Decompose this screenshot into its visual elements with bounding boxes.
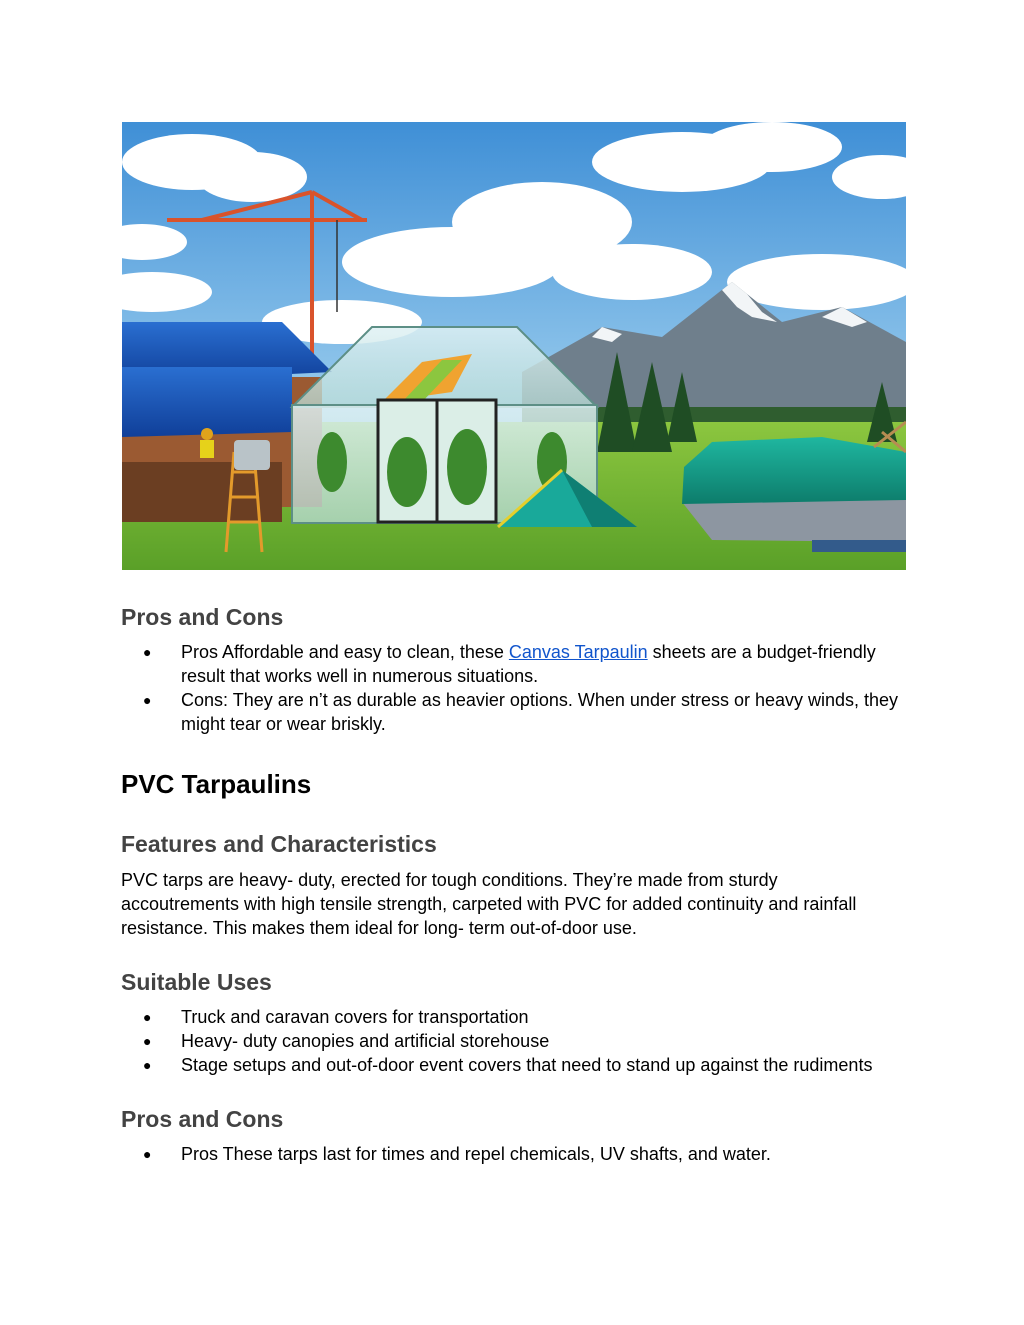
pros-cons-list — [121, 640, 906, 736]
pvc-tarpaulins-title: PVC Tarpaulins — [121, 769, 312, 799]
bullet-icon: ● — [143, 1146, 152, 1162]
canvas-tarpaulin-link[interactable]: Canvas Tarpaulin — [508, 642, 648, 662]
pvc-pros-cons-list — [121, 1142, 906, 1166]
pros-text-prefix: Pros Affordable and easy to clean, these — [181, 642, 509, 662]
list-item — [121, 1029, 906, 1053]
tarpaulin-collage-illustration — [122, 122, 906, 570]
list-item — [121, 1005, 906, 1029]
hero-image — [122, 122, 906, 570]
bullet-icon: ● — [143, 1057, 152, 1073]
pvc-pros-text: Pros These tarps last for times and repel chemicals, UV shafts, and water. — [181, 1144, 771, 1164]
bullet-icon: ● — [143, 644, 152, 660]
suitable-uses-list — [121, 1005, 906, 1077]
use-item-text: Heavy- duty canopies and artificial storehouse — [181, 1031, 550, 1051]
cons-text: Cons: They are n’t as durable as heavier options. When under stress or heavy winds, they might tear or wear briskly. — [181, 690, 899, 734]
list-item — [121, 1053, 906, 1077]
use-item-text: Truck and caravan covers for transportation — [181, 1007, 529, 1027]
list-item — [121, 688, 906, 736]
bullet-icon: ● — [143, 692, 152, 708]
pvc-pros-cons-heading: Pros and Cons — [121, 1106, 284, 1132]
pros-text-suffix: sheets are a budget-friendly result that works well in numerous situations. — [181, 642, 876, 686]
features-paragraph: PVC tarps are heavy- duty, erected for tough conditions. They’re made from sturdy accoutrements with high tensile strength, carpeted with PVC for added continuity and rainfall resistance. This makes them ideal for long- term out-of-door use. — [121, 870, 857, 938]
bullet-icon: ● — [143, 1009, 152, 1025]
list-item — [121, 1142, 906, 1166]
list-item — [121, 640, 906, 688]
pros-cons-heading: Pros and Cons — [121, 604, 284, 630]
suitable-uses-heading: Suitable Uses — [121, 969, 272, 995]
features-heading: Features and Characteristics — [121, 831, 437, 857]
use-item-text: Stage setups and out-of-door event covers that need to stand up against the rudiments — [181, 1055, 873, 1075]
bullet-icon: ● — [143, 1033, 152, 1049]
